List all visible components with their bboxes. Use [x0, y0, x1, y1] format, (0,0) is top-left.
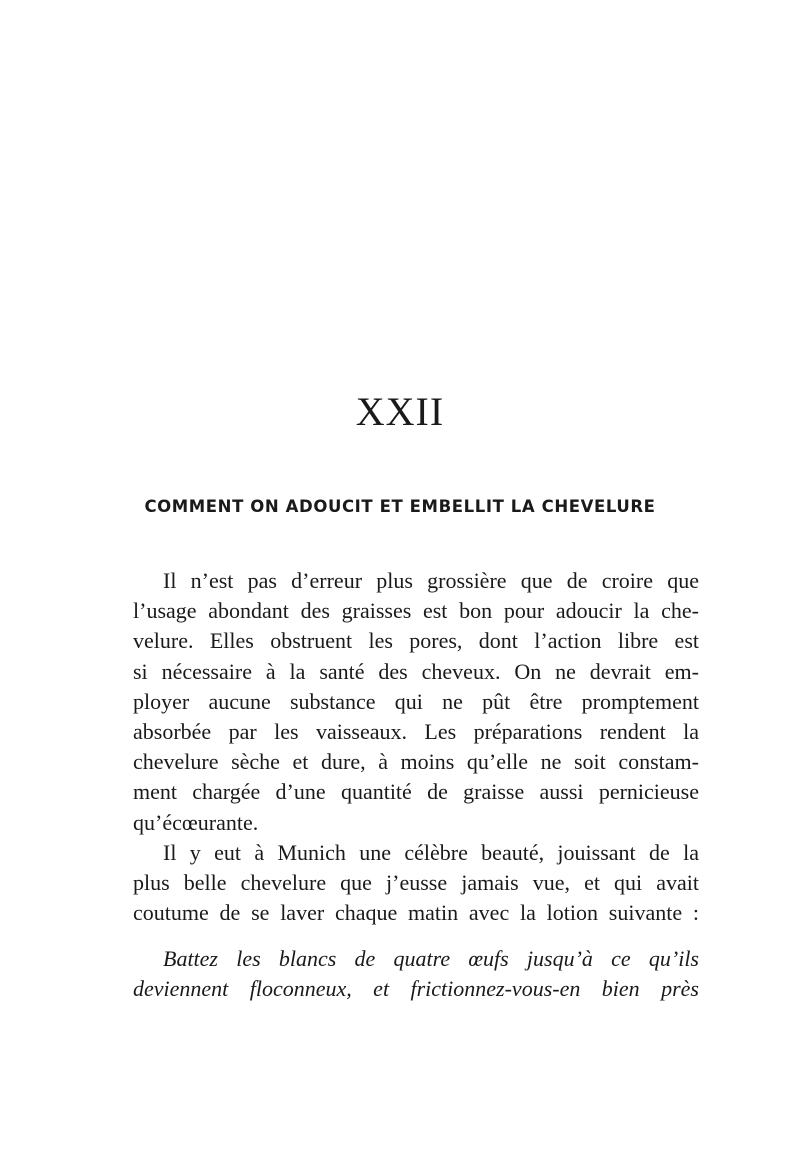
paragraph-line: si nécessaire à la santé des cheveux. On ne devrait em-	[133, 658, 699, 684]
chapter-title: COMMENT ON ADOUCIT ET EMBELLIT LA CHEVELURE	[144, 497, 656, 516]
paragraph-line: Il y eut à Munich une célèbre beauté, jouissant de la	[163, 839, 699, 865]
paragraph-line: qu’écœurante.	[133, 809, 259, 835]
paragraph-line: absorbée par les vaisseaux. Les préparations rendent la	[133, 718, 699, 744]
recipe-line: Battez les blancs de quatre œufs jusqu’à ce qu’ils	[163, 946, 699, 971]
paragraph-line: Il n’est pas d’erreur plus grossière que de croire que	[163, 568, 699, 593]
paragraph-line: l’usage abondant des graisses est bon pour adoucir la che-	[133, 598, 699, 624]
paragraph-line: velure. Elles obstruent les pores, dont l’action libre est	[133, 628, 699, 654]
paragraph-line: coutume de se laver chaque matin avec la lotion suivante :	[133, 900, 699, 926]
paragraph-line: plus belle chevelure que j’eusse jamais vue, et qui avait	[133, 869, 699, 895]
body-text	[133, 566, 699, 928]
paragraph-line: chevelure sèche et dure, à moins qu’elle ne soit constam-	[133, 749, 699, 775]
paragraph-line: ment chargée d’une quantité de graisse aussi pernicieuse	[133, 779, 699, 805]
paragraph-line: ployer aucune substance qui ne pût être promptement	[133, 688, 699, 714]
recipe-text	[133, 944, 699, 1004]
recipe-line: deviennent floconneux, et frictionnez-vous-en bien près	[133, 976, 699, 1002]
chapter-number: XXII	[355, 389, 445, 434]
